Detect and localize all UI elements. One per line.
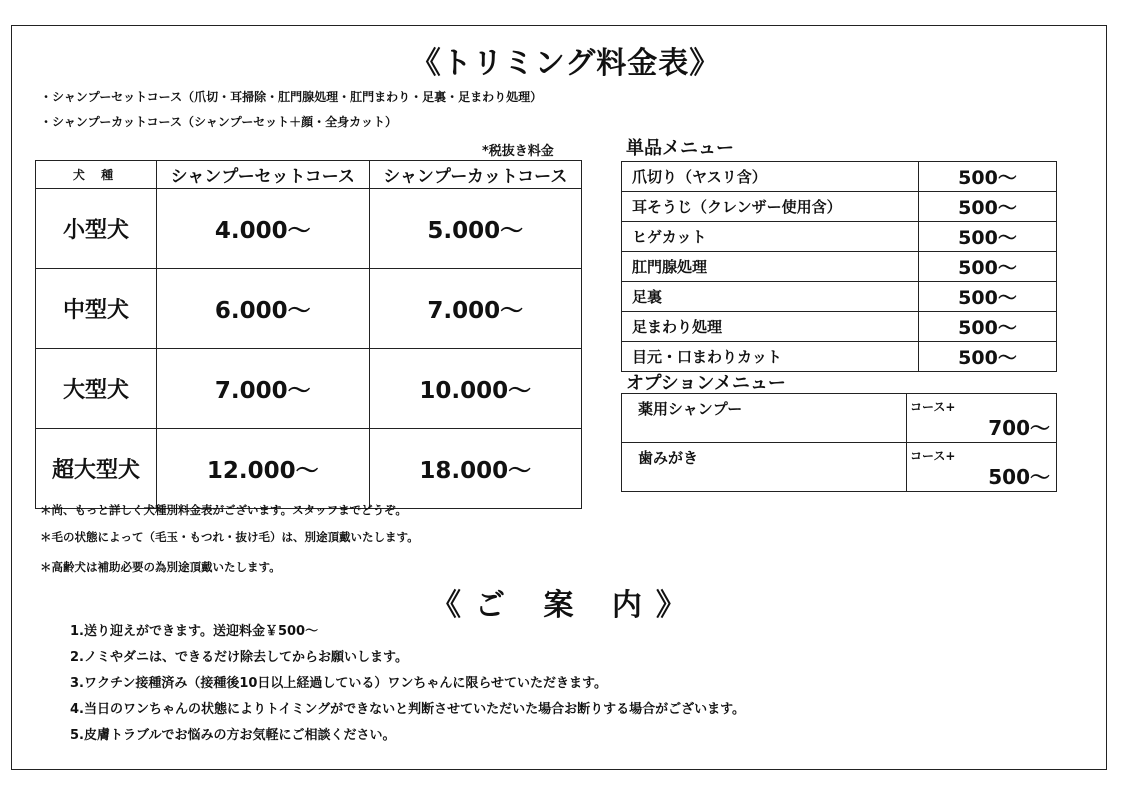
cut-price-cell: 18.000～: [369, 429, 581, 509]
guide-item: 2.ノミやダニは、できるだけ除去してからお願いします。: [70, 650, 408, 665]
column-header-set-course: シャンプーセットコース: [157, 161, 370, 189]
single-menu-table: [621, 161, 1057, 372]
option-prefix: コース+: [910, 400, 956, 414]
list-item: [622, 394, 1057, 443]
guide-item: 3.ワクチン接種済み（接種後10日以上経過している）ワンちゃんに限らせていただきます。: [70, 676, 607, 691]
menu-item-price: 500～: [919, 342, 1057, 372]
column-header-dog-type: 犬 種: [36, 161, 157, 189]
option-prefix: コース+: [910, 449, 956, 463]
menu-item-name: 爪切り（ヤスリ含）: [622, 162, 919, 192]
menu-item-name: 耳そうじ（クレンザー使用含）: [622, 192, 919, 222]
set-price-cell: 4.000～: [157, 189, 370, 269]
table-header-row: [36, 161, 582, 189]
dog-type-cell: 小型犬: [36, 189, 157, 269]
option-price: 500～: [988, 465, 1050, 489]
option-menu-heading: オプションメニュー: [626, 373, 786, 394]
set-price-cell: 12.000～: [157, 429, 370, 509]
option-item-name: 薬用シャンプー: [622, 394, 907, 443]
dog-type-cell: 大型犬: [36, 349, 157, 429]
menu-item-price: 500～: [919, 312, 1057, 342]
menu-item-name: 足まわり処理: [622, 312, 919, 342]
menu-item-name: 足裏: [622, 282, 919, 312]
menu-item-name: ヒゲカット: [622, 222, 919, 252]
dog-type-cell: 中型犬: [36, 269, 157, 349]
set-price-cell: 6.000～: [157, 269, 370, 349]
option-menu-table: [621, 393, 1057, 492]
option-price-cell: [907, 394, 1057, 443]
list-item: [622, 342, 1057, 372]
option-price-cell: [907, 443, 1057, 492]
guide-item: 4.当日のワンちゃんの状態によりトイミングができないと判断させていただいた場合お断りする場合がございます。: [70, 702, 746, 717]
menu-item-price: 500～: [919, 222, 1057, 252]
menu-item-price: 500～: [919, 192, 1057, 222]
list-item: [622, 252, 1057, 282]
guide-title: 《ご 案 内》: [431, 588, 700, 623]
column-header-cut-course: シャンプーカットコース: [369, 161, 581, 189]
menu-item-name: 目元・口まわりカット: [622, 342, 919, 372]
menu-item-name: 肛門腺処理: [622, 252, 919, 282]
note: ＊毛の状態によって（毛玉・もつれ・抜け毛）は、別途頂戴いたします。: [40, 530, 419, 544]
course-description-set: ・シャンプーセットコース（爪切・耳掃除・肛門腺処理・肛門まわり・足裏・足まわり処理）: [40, 90, 543, 104]
list-item: [622, 443, 1057, 492]
menu-item-price: 500～: [919, 162, 1057, 192]
cut-price-cell: 10.000～: [369, 349, 581, 429]
table-row: [36, 269, 582, 349]
price-table: [35, 160, 582, 509]
table-row: [36, 429, 582, 509]
single-menu-heading: 単品メニュー: [626, 138, 734, 159]
table-row: [36, 189, 582, 269]
guide-item: 1.送り迎えができます。送迎料金￥500～: [70, 624, 319, 639]
set-price-cell: 7.000～: [157, 349, 370, 429]
note: ＊尚、もっと詳しく犬種別料金表がございます。スタッフまでどうぞ。: [40, 503, 407, 517]
menu-item-price: 500～: [919, 282, 1057, 312]
guide-item: 5.皮膚トラブルでお悩みの方お気軽にご相談ください。: [70, 728, 396, 743]
list-item: [622, 192, 1057, 222]
tax-note: *税抜き料金: [482, 144, 554, 159]
course-description-cut: ・シャンプーカットコース（シャンプーセット＋顔・全身カット）: [40, 115, 398, 129]
list-item: [622, 222, 1057, 252]
cut-price-cell: 5.000～: [369, 189, 581, 269]
table-row: [36, 349, 582, 429]
list-item: [622, 282, 1057, 312]
list-item: [622, 312, 1057, 342]
option-price: 700～: [988, 416, 1050, 440]
list-item: [622, 162, 1057, 192]
page-title: 《トリミング料金表》: [410, 46, 721, 81]
menu-item-price: 500～: [919, 252, 1057, 282]
option-item-name: 歯みがき: [622, 443, 907, 492]
note: ＊高齢犬は補助必要の為別途頂戴いたします。: [40, 560, 281, 574]
cut-price-cell: 7.000～: [369, 269, 581, 349]
dog-type-cell: 超大型犬: [36, 429, 157, 509]
